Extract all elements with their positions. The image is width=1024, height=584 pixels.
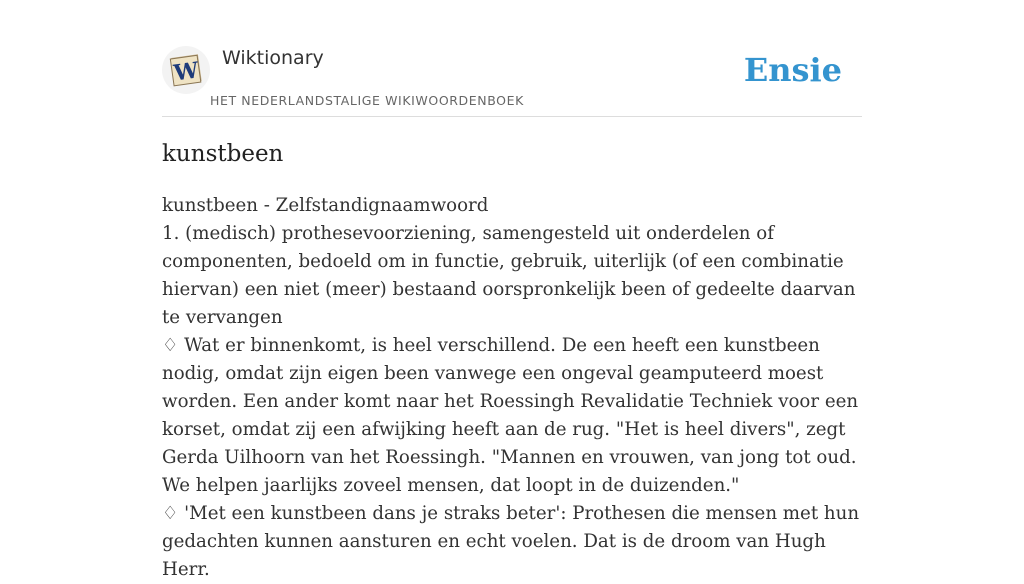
example-quote: ♢ 'Met een kunstbeen dans je straks beter': Prothesen die mensen met hun gedachten kunnen aansturen en echt voelen. Dat is de droom van Hugh Herr. <box>162 503 860 580</box>
entry-heading: kunstbeen - Zelfstandignaamwoord <box>162 195 489 216</box>
logo-letter: W <box>172 57 201 87</box>
ensie-brand-logo[interactable]: Ensie <box>743 51 842 89</box>
wiktionary-logo-icon <box>168 52 204 88</box>
page-title: kunstbeen <box>162 141 284 167</box>
entry-definition: 1. (medisch) prothesevoorziening, samengesteld uit onderdelen of componenten, bedoeld om in functie, gebruik, uiterlijk (of een combinatie hiervan) een niet (meer) bestaand oorspronkelijk been of gedeelte daarvan te vervangen <box>162 223 856 328</box>
site-name[interactable]: Wiktionary <box>222 47 324 69</box>
wiktionary-logo[interactable] <box>162 46 210 94</box>
entry-content <box>162 192 862 584</box>
site-tagline: HET NEDERLANDSTALIGE WIKIWOORDENBOEK <box>210 93 524 108</box>
site-header <box>162 44 862 117</box>
example-quote: ♢ Wat er binnenkomt, is heel verschillend. De een heeft een kunstbeen nodig, omdat zijn eigen been vanwege een ongeval geamputeerd moest worden. Een ander komt naar het Roessingh Revalidatie Techniek voor een korset, omdat zij een afwijking heeft aan de rug. "Het is heel divers", zegt Gerda Uilhoorn van het Roessingh. "Mannen en vrouwen, van jong tot oud. We helpen jaarlijks zoveel mensen, dat loopt in de duizenden." <box>162 335 859 496</box>
